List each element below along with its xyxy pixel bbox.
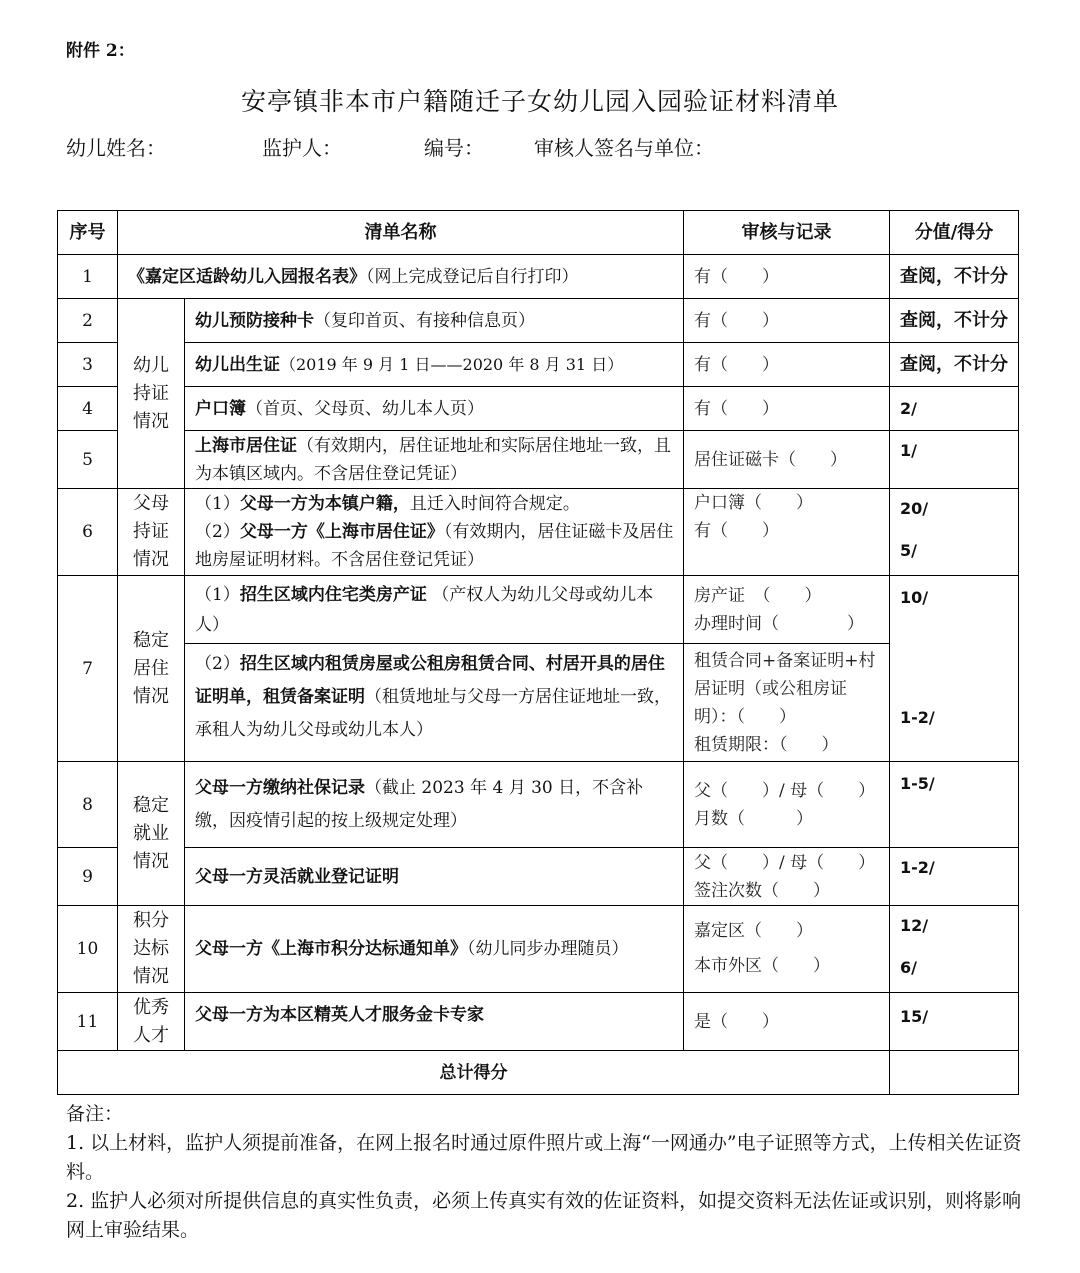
group-line: 父母: [133, 493, 169, 514]
page-title: 安亭镇非本市户籍随迁子女幼儿园入园验证材料清单: [240, 87, 839, 116]
row-item-name: [185, 299, 684, 343]
record-line: 嘉定区（ ）: [694, 921, 813, 941]
score-value: 查阅，不计分: [900, 265, 1008, 287]
item-title: 招生区域内住宅类房产证: [239, 584, 427, 605]
table-row: [58, 431, 1019, 489]
score-value: 10/: [900, 588, 929, 607]
sub-item-prefix: （1）: [195, 584, 240, 605]
row-record: [684, 762, 890, 848]
group-line: 积分: [133, 910, 169, 931]
row-score: 2/: [890, 387, 1019, 431]
header-name: 清单名称: [118, 211, 684, 255]
row-record: 居住证磁卡（ ）: [684, 431, 890, 489]
total-row: [58, 1051, 1019, 1095]
total-score-cell: [890, 1051, 1019, 1095]
item-title: 幼儿预防接种卡: [195, 310, 314, 331]
row-item-name: [185, 644, 684, 762]
number-label: 编号：: [424, 136, 484, 160]
table-row: [58, 387, 1019, 431]
row-seq: 5: [58, 431, 118, 489]
row-item-name: [185, 993, 684, 1051]
item-note: 且迁入时间符合规定。: [409, 494, 580, 514]
table-row: [58, 848, 1019, 906]
table-row: [58, 489, 1019, 576]
item-note: （首页、父母页、幼儿本人页）: [246, 398, 484, 419]
table-row: [58, 299, 1019, 343]
row-seq: 2: [58, 299, 118, 343]
item-note: （有效期内，居住证磁卡及居住地房屋证明材料。不含居住登记凭证）: [195, 522, 674, 570]
group-line: 情况: [133, 685, 169, 707]
row-item-name: [185, 906, 684, 993]
score-value: 查阅，不计分: [900, 353, 1008, 375]
group-talent: [118, 993, 185, 1051]
sub-item-prefix: （2）: [195, 654, 240, 674]
row-record: [684, 489, 890, 576]
item-title: 招生区域内租赁房屋或公租房租赁合同、村居开具的居住证明单，租赁备案证明: [195, 654, 665, 707]
sub-item-1: [195, 490, 677, 518]
item-note: （2019 年 9 月 1 日——2020 年 8 月 31 日）: [280, 354, 624, 374]
note-item: 1. 以上材料，监护人须提前准备，在网上报名时通过原件照片或上海“一网通办”电子证照等方式，上传相关佐证资料。: [66, 1132, 1022, 1183]
header-score: 分值/得分: [890, 211, 1019, 255]
row-item-name: [185, 387, 684, 431]
row-item-name: [185, 431, 684, 489]
row-record: 有（ ）: [684, 255, 890, 299]
table-row: [58, 993, 1019, 1051]
item-note: （幼儿同步办理随员）: [467, 939, 629, 959]
item-note: （网上完成登记后自行打印）: [366, 266, 579, 287]
item-title: 父母一方为本镇户籍，: [239, 494, 410, 514]
item-note: （复印首页、有接种信息页）: [314, 310, 535, 331]
record-line: 租赁期限：（ ）: [694, 734, 839, 755]
score-value: 12/: [900, 916, 929, 935]
record-line: 办理时间（ ）: [694, 613, 864, 634]
record-line: 租赁合同+备案证明+村居证明（或公租房证明）：（ ）: [694, 650, 876, 727]
item-title: 上海市居住证: [195, 435, 297, 456]
table-header-row: [58, 211, 1019, 255]
header-seq: 序号: [58, 211, 118, 255]
row-score: 1/: [890, 431, 1019, 489]
row-seq: 4: [58, 387, 118, 431]
group-line: 持证: [133, 521, 169, 542]
row-item-name: [185, 489, 684, 576]
group-line: 情况: [133, 966, 169, 987]
row-record: 有（ ）: [684, 343, 890, 387]
score-value: 1-2/: [900, 708, 935, 727]
row-record: [684, 576, 890, 644]
item-note: （租赁地址与父母一方居住证地址一致，承租人为幼儿父母或幼儿本人）: [195, 687, 671, 740]
row-seq: 3: [58, 343, 118, 387]
checklist-table: [57, 210, 1019, 1095]
row-seq: 6: [58, 489, 118, 576]
row-record: 是（ ）: [684, 993, 890, 1051]
group-line: 幼儿: [133, 354, 169, 376]
table-row: [58, 343, 1019, 387]
group-child-docs: [118, 299, 185, 489]
child-name-label: 幼儿姓名：: [66, 136, 166, 160]
group-parent-docs: [118, 489, 185, 576]
score-value: 5/: [900, 541, 917, 560]
row-item-name: [185, 576, 684, 644]
group-line: 优秀: [133, 996, 169, 1018]
row-score: [890, 299, 1019, 343]
group-employment: [118, 762, 185, 906]
row-seq: 8: [58, 762, 118, 848]
item-title: 父母一方灵活就业登记证明: [195, 866, 399, 887]
row-seq: 1: [58, 255, 118, 299]
header-record: 审核与记录: [684, 211, 890, 255]
row-score: [890, 906, 1019, 993]
guardian-label: 监护人：: [262, 136, 342, 160]
item-title: 父母一方为本区精英人才服务金卡专家: [195, 1005, 484, 1025]
notes-section: [66, 1100, 1026, 1245]
row-score: 15/: [890, 993, 1019, 1051]
record-line: 本市外区（ ）: [694, 956, 830, 976]
group-line: 持证: [133, 382, 169, 404]
row-item-name: [118, 255, 684, 299]
row-score: 1-2/: [890, 848, 1019, 906]
item-title: 父母一方《上海市居住证》: [239, 522, 444, 542]
row-score: [890, 255, 1019, 299]
group-line: 居住: [133, 657, 169, 679]
item-note: （产权人为幼儿父母或幼儿本人）: [195, 584, 654, 635]
attachment-label: 附件 2：: [66, 41, 135, 61]
item-note: （截止 2023 年 4 月 30 日，不含补缴，因疫情引起的按上级规定处理）: [195, 777, 644, 831]
row-item-name: [185, 343, 684, 387]
row-seq: 9: [58, 848, 118, 906]
row-score: [890, 343, 1019, 387]
reviewer-label: 审核人签名与单位：: [534, 136, 714, 160]
row-item-name: [185, 848, 684, 906]
item-title: 《嘉定区适龄幼儿入园报名表》: [128, 266, 366, 287]
row-seq: 10: [58, 906, 118, 993]
group-line: 情况: [133, 410, 169, 432]
row-record: 有（ ）: [684, 299, 890, 343]
group-line: 情况: [133, 850, 169, 872]
table-row: [58, 644, 1019, 762]
record-line: 父（ ）/ 母（ ）: [694, 852, 876, 873]
group-line: 就业: [133, 822, 169, 844]
item-title: 父母一方缴纳社保记录: [195, 777, 365, 798]
table-row: [58, 255, 1019, 299]
item-note: （有效期内，居住证地址和实际居住地址一致，且为本镇区域内。不含居住登记凭证）: [195, 435, 671, 484]
row-record: [684, 644, 890, 762]
sub-item-2: [195, 518, 677, 574]
row-score: [890, 489, 1019, 576]
record-line: 房产证 （ ）: [694, 585, 822, 606]
row-seq: 11: [58, 993, 118, 1051]
row-record: [684, 906, 890, 993]
group-line: 稳定: [133, 794, 169, 816]
table-row: [58, 906, 1019, 993]
row-score: [890, 576, 1019, 762]
group-points: [118, 906, 185, 993]
group-line: 达标: [133, 938, 169, 959]
item-title: 父母一方《上海市积分达标通知单》: [195, 939, 467, 959]
record-line: 月数（ ）: [694, 808, 813, 829]
record-line: 有（ ）: [694, 521, 779, 541]
group-residence: [118, 576, 185, 762]
record-line: 签注次数（ ）: [694, 880, 830, 901]
group-line: 情况: [133, 549, 169, 570]
item-title: 幼儿出生证: [195, 354, 280, 375]
record-line: 父（ ）/ 母（ ）: [694, 780, 876, 801]
item-title: 户口簿: [195, 398, 246, 419]
total-label: 总计得分: [58, 1051, 890, 1095]
row-record: [684, 848, 890, 906]
row-record: 有（ ）: [684, 387, 890, 431]
sub-item-prefix: （2）: [195, 522, 240, 542]
score-value: 6/: [900, 958, 917, 977]
score-value: 20/: [900, 499, 929, 518]
row-item-name: [185, 762, 684, 848]
notes-heading: 备注：: [66, 1103, 124, 1125]
table-row: [58, 762, 1019, 848]
group-line: 人才: [133, 1024, 169, 1046]
note-item: 2. 监护人必须对所提供信息的真实性负责，必须上传真实有效的佐证资料，如提交资料无法佐证或识别，则将影响网上审验结果。: [66, 1190, 1022, 1241]
score-value: 查阅，不计分: [900, 309, 1008, 331]
sub-item-prefix: （1）: [195, 494, 240, 514]
row-seq: 7: [58, 576, 118, 762]
record-line: 户口簿（ ）: [694, 493, 813, 513]
table-row: [58, 576, 1019, 644]
group-line: 稳定: [133, 629, 169, 651]
row-score: 1-5/: [890, 762, 1019, 848]
